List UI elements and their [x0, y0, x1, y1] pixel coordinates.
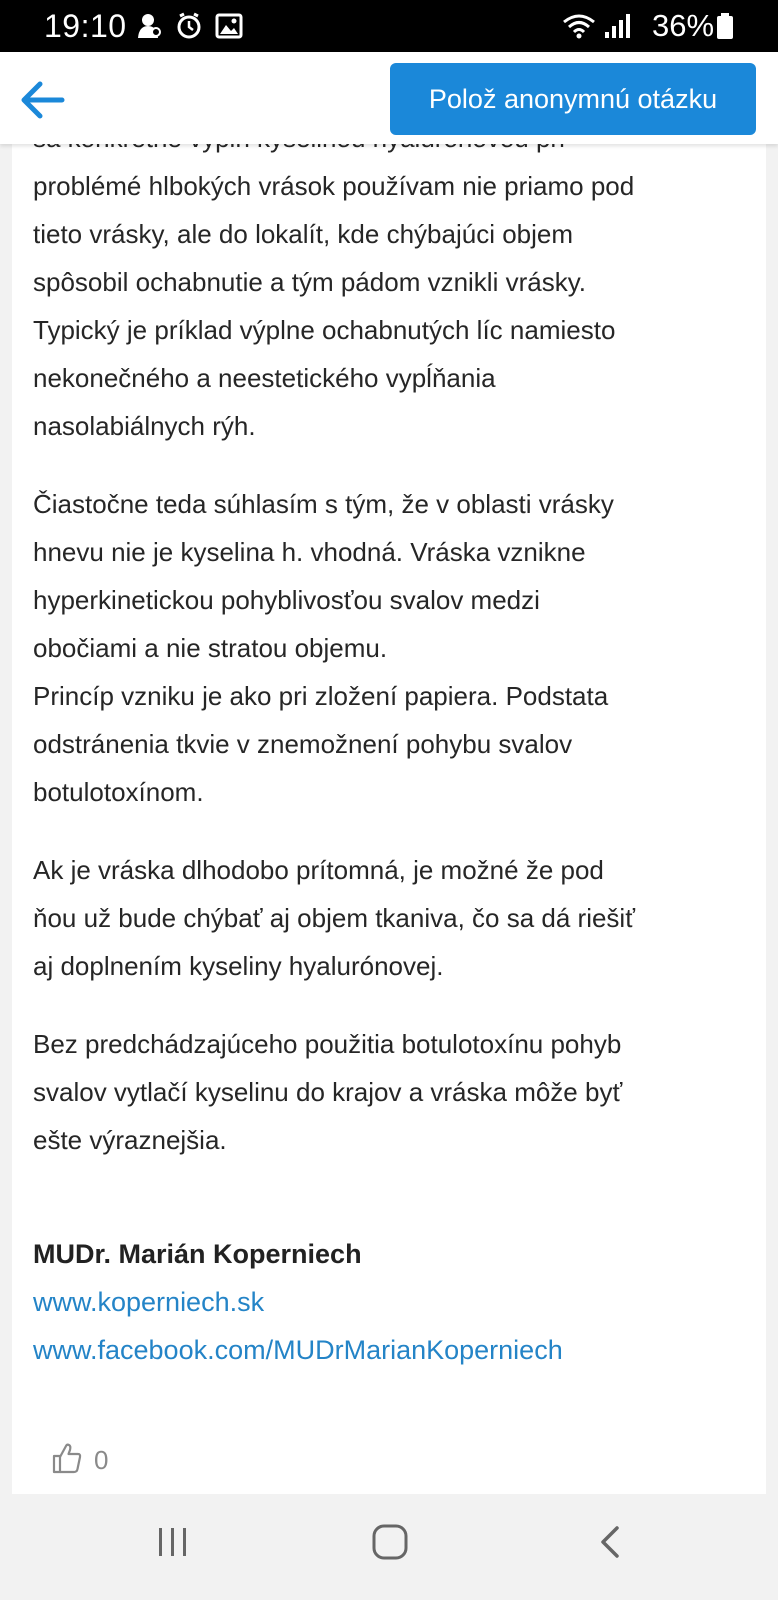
like-button[interactable]	[52, 1440, 108, 1480]
back-button[interactable]	[18, 78, 68, 122]
thumbs-up-icon	[52, 1442, 82, 1479]
battery-icon	[716, 12, 734, 45]
recent-apps-icon[interactable]	[156, 1522, 190, 1567]
answer-paragraph: Ak je vráska dlhodobo prítomná, je možné že pod ňou už bude chýbať aj objem tkaniva, čo sa dá riešiť aj doplnením kyseliny hyalurónovej.	[33, 855, 635, 981]
status-time: 19:10	[44, 8, 127, 44]
facebook-link[interactable]: www.facebook.com/MUDrMarianKoperniech	[33, 1335, 563, 1365]
ask-anonymous-question-button[interactable]: Polož anonymnú otázku	[390, 63, 756, 135]
arrow-left-icon	[18, 109, 66, 126]
notification-icon	[135, 12, 161, 45]
navigation-bar	[0, 1494, 778, 1600]
answer-paragraph: problémé hlbokých vrások používam nie priamo pod tieto vrásky, ale do lokalít, kde chýbajúci objem spôsobil ochabnutie a tým pádom vznikli vrásky. Typický je príklad výplne ochabnutých líc namiesto nekonečného a neestetického vypĺňania nasolabiálnych rýh.	[33, 171, 635, 441]
back-icon[interactable]	[595, 1522, 623, 1567]
answer-paragraph: Bez predchádzajúceho použitia botulotoxínu pohyb svalov vytlačí kyselinu do krajov a vráska môže byť ešte výraznejšia.	[33, 1029, 623, 1155]
answer-body	[33, 162, 743, 1194]
answer-card	[12, 144, 766, 1494]
alarm-icon	[175, 12, 203, 45]
signal-icon	[603, 12, 633, 45]
battery-percentage: 36%	[652, 8, 715, 43]
like-count: 0	[94, 1444, 109, 1475]
wifi-icon	[562, 12, 596, 45]
answer-paragraph: Čiastočne teda súhlasím s tým, že v oblasti vrásky hnevu nie je kyselina h. vhodná. Vráska vznikne hyperkinetickou pohyblivosťou svalov medzi obočiami a nie stratou objemu. Princíp vzniku je ako pri zložení papiera. Podstata odstránenia tkvie v znemožnení pohybu svalov botulotoxínom.	[33, 489, 614, 807]
app-header	[0, 52, 778, 144]
home-icon[interactable]	[370, 1522, 410, 1567]
website-link[interactable]: www.koperniech.sk	[33, 1287, 265, 1317]
status-bar	[0, 0, 778, 52]
gallery-icon	[215, 12, 243, 45]
author-name: MUDr. Marián Koperniech	[33, 1239, 362, 1269]
